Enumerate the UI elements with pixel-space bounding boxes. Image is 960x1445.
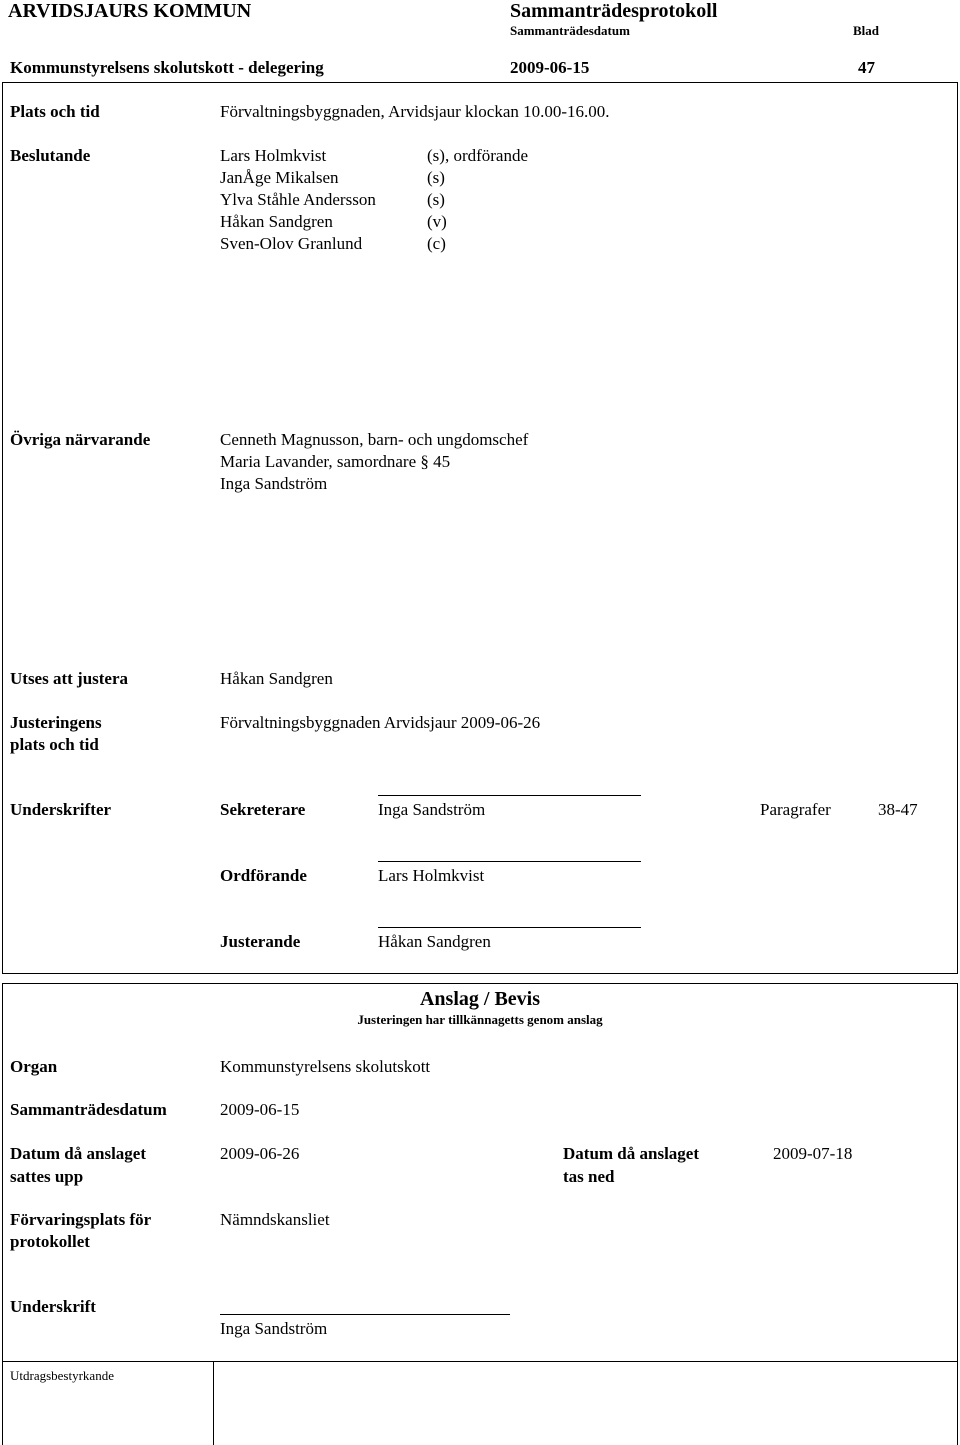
- member-name: Lars Holmkvist: [220, 146, 327, 165]
- organ-label: Organ: [10, 1057, 58, 1076]
- member-party: (s): [427, 168, 445, 187]
- member-name: Sven-Olov Granlund: [220, 234, 363, 253]
- committee-name: Kommunstyrelsens skolutskott - delegering: [10, 58, 324, 77]
- sign-name: Inga Sandström: [220, 1319, 328, 1338]
- footer-divider: [2, 1361, 958, 1362]
- member-name: JanÅge Mikalsen: [220, 168, 339, 187]
- footer-column-divider: [213, 1361, 214, 1445]
- chair-name: Lars Holmkvist: [378, 866, 485, 885]
- adjustment-place-value: Förvaltningsbyggnaden Arvidsjaur 2009-06-26: [220, 713, 541, 732]
- chair-label: Ordförande: [220, 866, 307, 885]
- removed-date-label: Datum då anslaget: [563, 1144, 700, 1163]
- other-present: Cenneth Magnusson, barn- och ungdomschef: [220, 430, 529, 449]
- meeting-date-label: Sammanträdesdatum: [510, 23, 630, 38]
- posted-date-label-2: sattes upp: [10, 1167, 84, 1186]
- member-party: (s), ordförande: [427, 146, 529, 165]
- member-party: (s): [427, 190, 445, 209]
- adjuster-sign-label: Justerande: [220, 932, 301, 951]
- storage-label: Förvaringsplats för: [10, 1210, 152, 1229]
- member-name: Ylva Ståhle Andersson: [220, 190, 376, 209]
- signature-line-notice: [220, 1314, 510, 1315]
- secretary-label: Sekreterare: [220, 800, 306, 819]
- place-label: Plats och tid: [10, 102, 100, 121]
- page-label: Blad: [853, 23, 880, 38]
- member-party: (c): [427, 234, 446, 253]
- adjuster-value: Håkan Sandgren: [220, 669, 333, 688]
- meeting-date: 2009-06-15: [510, 58, 590, 77]
- organ-value: Kommunstyrelsens skolutskott: [220, 1057, 431, 1076]
- adjuster-label: Utses att justera: [10, 669, 129, 688]
- member-name: Håkan Sandgren: [220, 212, 333, 231]
- notice-date-label: Sammanträdesdatum: [10, 1100, 167, 1119]
- others-present-label: Övriga närvarande: [10, 430, 151, 449]
- signature-line-chair: [378, 861, 641, 862]
- notice-date-value: 2009-06-15: [220, 1100, 300, 1119]
- signature-line-adjuster: [378, 927, 641, 928]
- page-number: 47: [858, 58, 875, 77]
- signature-line-secretary: [378, 795, 641, 796]
- signatures-label: Underskrifter: [10, 800, 112, 819]
- place-value: Förvaltningsbyggnaden, Arvidsjaur klockan 10.00-16.00.: [220, 102, 610, 121]
- adjuster-sign-name: Håkan Sandgren: [378, 932, 491, 951]
- notice-subtitle: Justeringen har tillkännagetts genom anslag: [357, 1012, 603, 1027]
- secretary-name: Inga Sandström: [378, 800, 486, 819]
- paragraphs-label: Paragrafer: [760, 800, 831, 819]
- posted-date-value: 2009-06-26: [220, 1144, 300, 1163]
- member-party: (v): [427, 212, 447, 231]
- municipality-name: ARVIDSJAURS KOMMUN: [8, 0, 252, 22]
- paragraphs-value: 38-47: [878, 800, 918, 819]
- removed-date-label-2: tas ned: [563, 1167, 615, 1186]
- posted-date-label: Datum då anslaget: [10, 1144, 147, 1163]
- sign-label: Underskrift: [10, 1297, 96, 1316]
- other-present: Maria Lavander, samordnare § 45: [220, 452, 451, 471]
- extract-label: Utdragsbestyrkande: [10, 1368, 114, 1383]
- removed-date-value: 2009-07-18: [773, 1144, 853, 1163]
- document-type: Sammanträdesprotokoll: [510, 0, 718, 22]
- protocol-box: [2, 82, 958, 974]
- adjustment-place-label-2: plats och tid: [10, 735, 99, 754]
- adjustment-place-label: Justeringens: [10, 713, 102, 732]
- notice-title: Anslag / Bevis: [419, 988, 541, 1010]
- other-present: Inga Sandström: [220, 474, 328, 493]
- storage-label-2: protokollet: [10, 1232, 90, 1251]
- decision-makers-label: Beslutande: [10, 146, 91, 165]
- storage-value: Nämndskansliet: [220, 1210, 330, 1229]
